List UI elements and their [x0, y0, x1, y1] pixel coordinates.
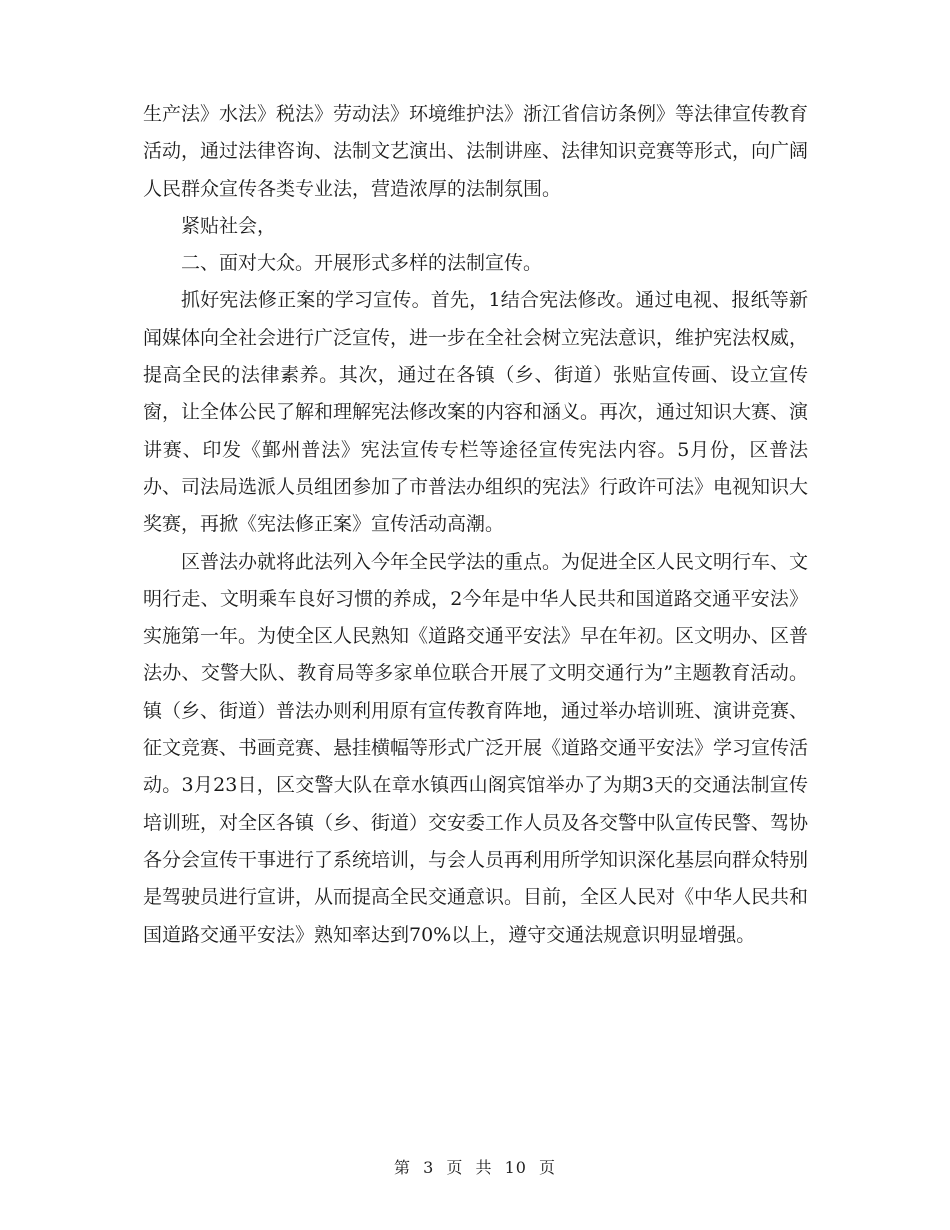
footer-total-label: 共	[475, 1158, 493, 1177]
paragraph-continuation: 生产法》水法》税法》劳动法》环境维护法》浙江省信访条例》等法律宣传教育活动，通过法律咨询、法制文艺演出、法制讲座、法律知识竞赛等形式，向广阔人民群众宣传各类专业法，营造浓厚的法制氛围。	[143, 103, 809, 200]
footer-total-pages: 10	[504, 1158, 527, 1177]
footer-page-label: 页	[446, 1158, 464, 1177]
footer-suffix: 页	[539, 1158, 557, 1177]
paragraph-short: 紧贴社会，	[181, 214, 277, 237]
paragraph-constitution: 抓好宪法修正案的学习宣传。首先，1结合宪法修改。通过电视、报纸等新闻媒体向全社会进行广泛宣传，进一步在全社会树立宪法意识，维护宪法权威，提高全民的法律素养。其次，通过在各镇（乡、街道）张贴宣传画、设立宣传窗，让全体公民了解和理解宪法修改案的内容和涵义。再次，通过知识大赛、演讲赛、印发《鄞州普法》宪法宣传专栏等途径宣传宪法内容。5月份，区普法办、司法局选派人员组团参加了市普法办组织的宪法》行政许可法》电视知识大奖赛，再掀《宪法修正案》宣传活动高潮。	[143, 289, 809, 536]
footer-current-page: 3	[423, 1158, 435, 1177]
document-body	[143, 96, 808, 954]
paragraph-traffic-law: 区普法办就将此法列入今年全民学法的重点。为促进全区人民文明行车、文明行走、文明乘车良好习惯的养成，2今年是中华人民共和国道路交通平安法》实施第一年。为使全区人民熟知《道路交通平安法》早在年初。区文明办、区普法办、交警大队、教育局等多家单位联合开展了文明交通行为”主题教育活动。镇（乡、街道）普法办则利用原有宣传教育阵地，通过举办培训班、演讲竞赛、征文竞赛、书画竞赛、悬挂横幅等形式广泛开展《道路交通平安法》学习宣传活动。3月23日，区交警大队在章水镇西山阁宾馆举办了为期3天的交通法制宣传培训班，对全区各镇（乡、街道）交安委工作人员及各交警中队宣传民警、驾协各分会宣传干事进行了系统培训，与会人员再利用所学知识深化基层向群众特别是驾驶员进行宣讲，从而提高全民交通意识。目前，全区人民对《中华人民共和国道路交通平安法》熟知率达到70%以上，遵守交通法规意识明显增强。	[143, 550, 809, 946]
footer-prefix: 第	[393, 1158, 411, 1177]
section-heading: 二、面对大众。开展形式多样的法制宣传。	[181, 252, 543, 275]
page-footer	[0, 1155, 950, 1178]
